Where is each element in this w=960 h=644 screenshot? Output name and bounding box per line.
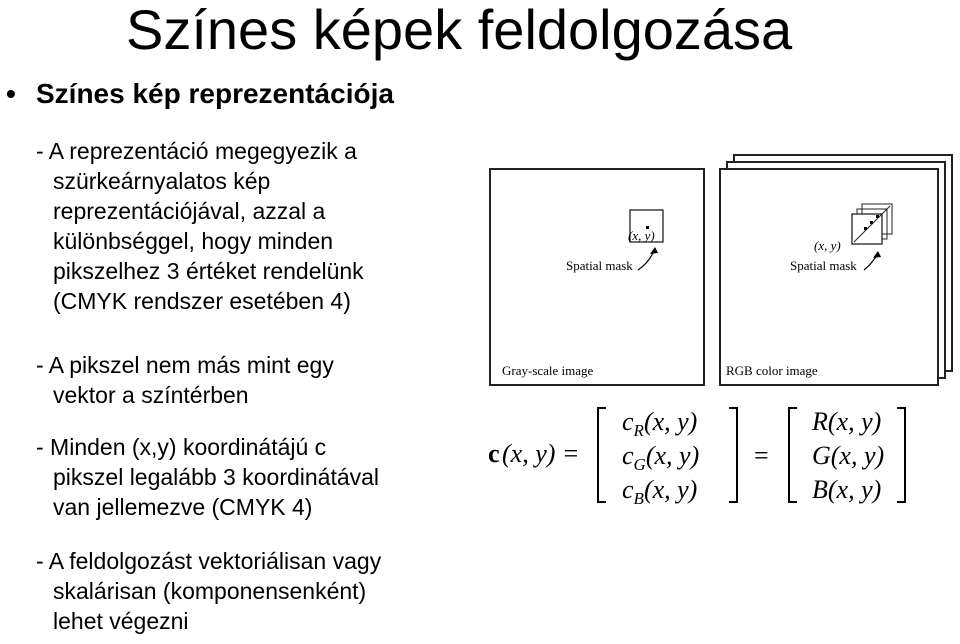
subpoint-line: - A feldolgozást vektoriálisan vagy [36,548,382,574]
grayscale-spatial-mask-label: Spatial mask [566,258,633,273]
formula-b: B(x, y) [812,475,882,504]
formula-lhs-args: (x, y) = [502,439,580,468]
subpoint-line: - Minden (x,y) koordinátájú c [36,434,327,460]
rgb-image-label: RGB color image [726,363,818,378]
subpoint-processing [36,546,381,636]
formula-r: R(x, y) [812,407,882,436]
subpoint-line: - A pikszel nem más mint egy [36,352,334,378]
subpoint-line: pikszelhez 3 értéket rendelünk [53,258,364,284]
rgb-mask-pixel-back [876,215,879,218]
bullet-heading [6,76,394,112]
subpoint-line: van jellemezve (CMYK 4) [53,494,313,520]
formula-equals: = [754,441,769,470]
formula-c-b: $c_B(x$, y) [622,475,698,508]
subpoint-line: pikszel legalább 3 koordinátával [53,464,380,490]
rgb-spatial-mask-label: Spatial mask [790,258,857,273]
bullet-dot: • [6,78,16,109]
subpoint-line: reprezentációjával, azzal a [53,198,326,224]
subpoint-line: különbséggel, hogy minden [53,228,334,254]
rgb-mask-pixel-front [864,227,867,230]
subpoint-line: skalárisan (komponensenként) [53,578,367,604]
formula-g: G(x, y) [812,441,885,470]
subpoint-representation [36,136,364,316]
rgb-xy-label: (x, y) [814,238,841,253]
right-bracket-open [789,408,797,502]
formula-c-g: $c_G(x$, y) [622,441,700,474]
subpoint-line: vektor a színtérben [53,382,249,408]
grayscale-image-frame [490,169,704,385]
subpoint-line: lehet végezni [53,608,189,634]
color-vector-formula [484,400,956,510]
formula-c-r: $c_R(x$, y) [622,407,698,440]
formula-lhs-c: c [488,439,500,468]
bullet-heading-text: Színes kép reprezentációja [36,78,394,109]
slide-title: Színes képek feldolgozása [126,0,793,61]
rgb-mask-pixel-middle [870,221,873,224]
subpoint-coordinates [36,432,379,522]
grayscale-image-label: Gray-scale image [502,363,594,378]
grayscale-xy-label: (x, y) [628,228,655,243]
subpoint-line: (CMYK rendszer esetében 4) [53,288,351,314]
right-bracket-close [897,408,905,502]
subpoint-line: szürkeárnyalatos kép [53,168,271,194]
subpoint-line: - A reprezentáció megegyezik a [36,138,357,164]
left-bracket-close [729,408,737,502]
left-bracket-open [598,408,606,502]
spatial-mask-figure [480,148,956,388]
rgb-layer-front [720,169,938,385]
subpoint-vector [36,350,334,410]
